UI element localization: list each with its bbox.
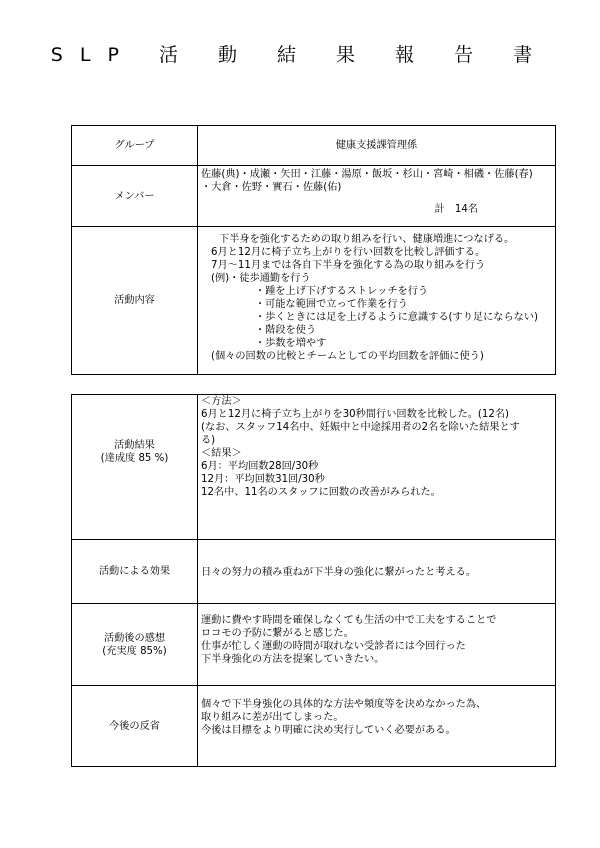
results-row [72,395,556,540]
group-value: 健康支援課管理係 [198,126,556,166]
effect-text: 日々の努力の積み重ねが下半身の強化に繋がったと考える。 [201,567,477,578]
activity-line: ・階段を使う [255,325,317,336]
results-line: 12名中、11名のスタッフに回数の改善がみられた。 [201,487,441,498]
members-line: ・大倉・佐野・實石・佐藤(佑) [201,182,342,193]
activity-line: 下半身を強化するための取り組みを行い、健康増進につなげる。 [219,234,515,245]
report-title: SLP 活 動 結 果 報 告 書 [50,44,550,66]
members-row [72,166,556,227]
effect-cell [198,540,556,604]
activity-line: ・可能な範囲で立って作業を行う [255,299,408,310]
effect-label: 活動による効果 [72,540,198,604]
results-table [71,394,556,767]
impressions-line: 運動に費やす時間を確保しなくても生活の中で工夫をすることで [201,615,497,626]
activity-line: (例)・徒歩通勤を行う [211,273,311,284]
reflection-line: 個々で下半身強化の具体的な方法や頻度等を決めなかった為、 [201,699,487,710]
overview-table [71,125,556,375]
impressions-line: ロコモの予防に繋がると感じた。 [201,628,354,639]
results-line: 6月と12月に椅子立ち上がりを30秒間行い回数を比較した。(12名) [201,409,510,420]
reflection-line: 今後は目標をより明確に決め実行していく必要がある。 [201,725,456,736]
members-total: 計 14名 [434,204,478,215]
activity-line: 6月と12月に椅子立ち上がりを行い回数を比較し評価する。 [211,247,486,258]
members-label: メンバー [72,166,198,227]
activity-row [72,227,556,375]
activity-line: 7月～11月までは各自下半身を強化する為の取り組みを行う [211,260,486,271]
results-sublabel: (達成度 85 %) [100,453,169,464]
results-cell [198,395,556,540]
reflection-cell [198,686,556,767]
reflection-line: 取り組みに差が出てしまった。 [201,712,344,723]
activity-line: ・歩数を増やす [255,338,327,349]
results-label: 活動結果 [114,440,155,451]
results-line: 6月：平均回数28回/30秒 [201,461,319,472]
members-line: 佐藤(典)・成瀬・矢田・江藤・湯原・飯坂・杉山・宮崎・相磯・佐藤(春) [201,169,533,180]
results-line: る) [201,435,216,446]
activity-line: ・歩くときには足を上げるように意識する(すり足にならない) [255,312,539,323]
members-cell [198,166,556,227]
impressions-label-cell [72,604,198,686]
results-line: (なお、スタッフ14名中、妊娠中と中途採用者の2名を除いた結果とす [201,422,520,433]
effect-row [72,540,556,604]
impressions-sublabel: (充実度 85%) [102,645,167,657]
activity-line: (個々の回数の比較とチームとしての平均回数を評価に使う) [211,351,484,362]
activity-label: 活動内容 [72,227,198,375]
results-line: ＜方法＞ [201,396,242,407]
impressions-cell [198,604,556,686]
reflection-label: 今後の反省 [72,686,198,767]
activity-line: ・踵を上げ下げするストレッチを行う [255,286,429,297]
impressions-row [72,604,556,686]
group-row [72,126,556,166]
impressions-label: 活動後の感想 [103,632,166,644]
impressions-line: 仕事が忙しく運動の時間が取れない受診者には今回行った [201,641,466,652]
results-line: ＜結果＞ [201,448,242,459]
impressions-line: 下半身強化の方法を提案していきたい。 [201,654,385,665]
results-label-cell [72,395,198,540]
results-line: 12月：平均回数31回/30秒 [201,474,325,485]
activity-cell [198,227,556,375]
group-label: グループ [72,126,198,166]
reflection-row [72,686,556,767]
